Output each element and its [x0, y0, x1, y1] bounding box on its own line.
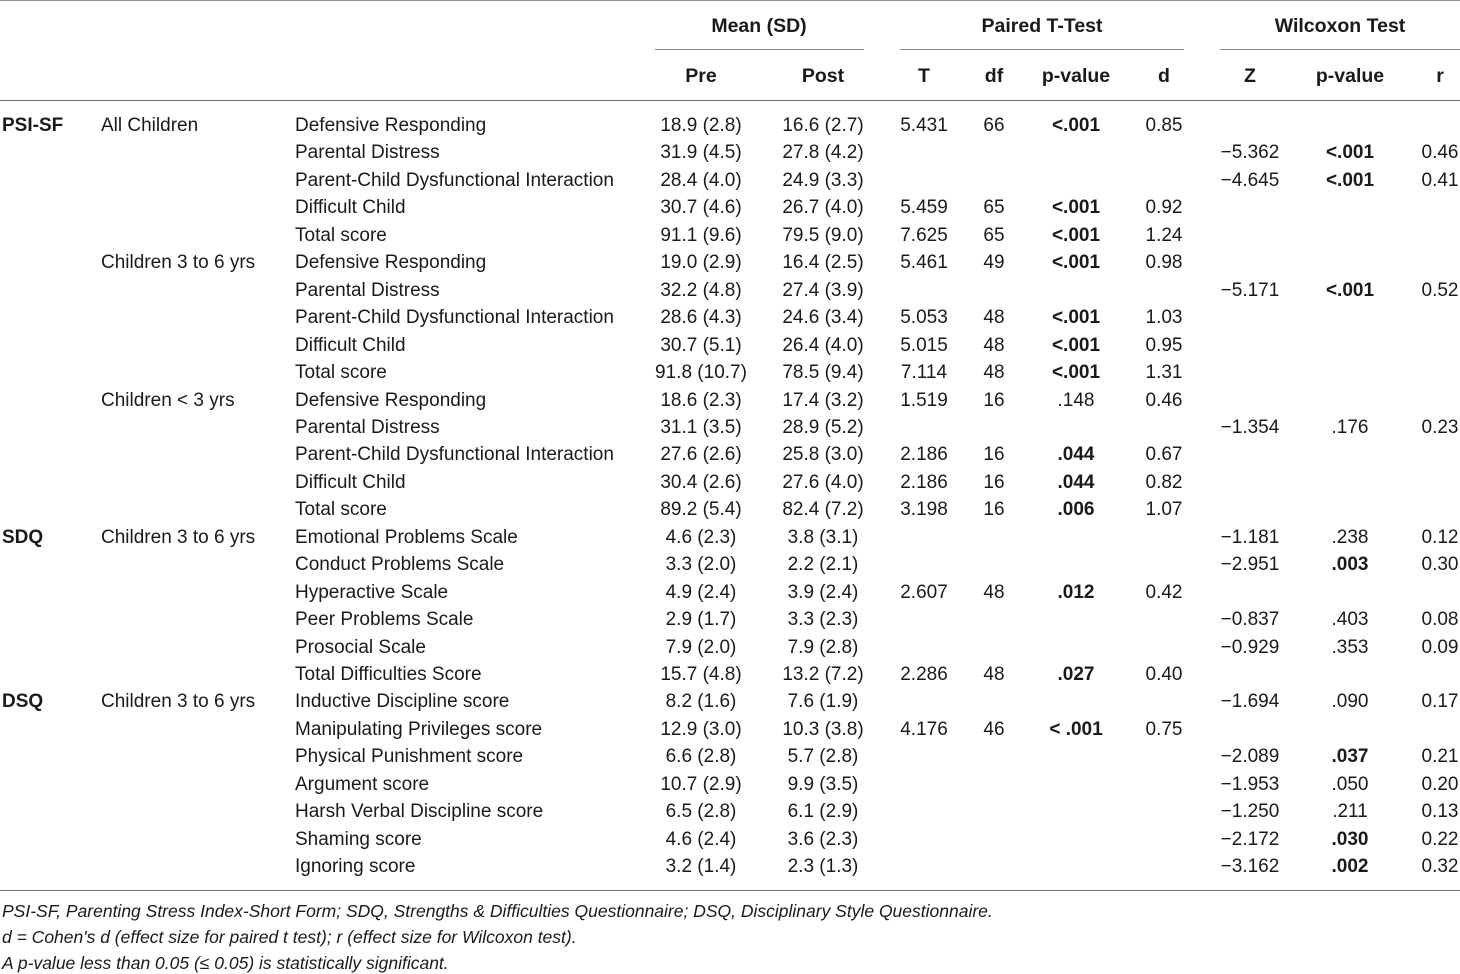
z-cell: −0.929 — [1220, 636, 1280, 658]
post-cell: 3.8 (3.1) — [787, 526, 859, 548]
pre-cell: 12.9 (3.0) — [660, 718, 742, 740]
measure-cell: Parental Distress — [295, 142, 440, 164]
r-cell: 0.12 — [1421, 526, 1459, 548]
t-cell: 2.186 — [900, 444, 948, 466]
footnote-effect-size: d = Cohen's d (effect size for paired t test); r (effect size for Wilcoxon test). — [2, 927, 577, 947]
pre-cell: 3.2 (1.4) — [665, 856, 737, 878]
z-cell: −5.171 — [1220, 279, 1280, 301]
measure-cell: Emotional Problems Scale — [295, 526, 518, 548]
scale-cell: PSI-SF — [2, 115, 64, 136]
p-value-cell: <.001 — [1051, 307, 1101, 329]
pre-cell: 91.1 (9.6) — [660, 224, 742, 246]
df-cell: 16 — [983, 444, 1005, 466]
r-cell: 0.09 — [1421, 636, 1459, 658]
measure-cell: Difficult Child — [295, 334, 406, 356]
pre-cell: 4.9 (2.4) — [665, 581, 737, 603]
pre-cell: 30.7 (5.1) — [660, 334, 742, 356]
measure-cell: Defensive Responding — [295, 115, 487, 136]
header-pre: Pre — [685, 65, 717, 87]
footnote-significance: A p-value less than 0.05 (≤ 0.05) is statistically significant. — [2, 953, 449, 973]
wilcoxon-p-value-cell: <.001 — [1325, 142, 1375, 164]
wilcoxon-p-value-cell: <.001 — [1325, 169, 1375, 191]
d-cell: 0.98 — [1145, 252, 1183, 274]
measure-cell: Parental Distress — [295, 279, 440, 301]
post-cell: 5.7 (2.8) — [787, 746, 859, 768]
r-cell: 0.32 — [1421, 856, 1459, 878]
post-cell: 17.4 (3.2) — [782, 389, 864, 411]
wilcoxon-p-value-cell: .403 — [1331, 609, 1369, 631]
pre-cell: 28.4 (4.0) — [660, 169, 742, 191]
measure-cell: Parent-Child Dysfunctional Interaction — [295, 169, 614, 191]
r-cell: 0.52 — [1421, 279, 1459, 301]
post-cell: 3.3 (2.3) — [787, 609, 859, 631]
pre-cell: 30.4 (2.6) — [660, 471, 742, 493]
header-p-value-wilcoxon: p-value — [1315, 65, 1385, 87]
t-cell: 7.625 — [900, 224, 948, 246]
post-cell: 27.6 (4.0) — [782, 471, 864, 493]
pre-cell: 3.3 (2.0) — [665, 554, 737, 576]
measure-cell: Total score — [295, 224, 387, 246]
d-cell: 0.82 — [1145, 471, 1183, 493]
post-cell: 16.6 (2.7) — [782, 115, 864, 136]
pre-cell: 31.9 (4.5) — [660, 142, 742, 164]
z-cell: −1.354 — [1220, 416, 1280, 438]
post-cell: 27.4 (3.9) — [782, 279, 864, 301]
r-cell: 0.30 — [1421, 554, 1459, 576]
d-cell: 0.67 — [1145, 444, 1183, 466]
wilcoxon-p-value-cell: .090 — [1331, 691, 1369, 713]
d-cell: 1.24 — [1145, 224, 1183, 246]
group-cell: Children 3 to 6 yrs — [101, 252, 256, 274]
post-cell: 25.8 (3.0) — [782, 444, 864, 466]
t-cell: 5.015 — [900, 334, 948, 356]
pre-cell: 7.9 (2.0) — [665, 636, 737, 658]
measure-cell: Total Difficulties Score — [295, 664, 482, 685]
df-cell: 65 — [983, 197, 1005, 219]
df-cell: 49 — [983, 252, 1005, 274]
post-cell: 7.6 (1.9) — [787, 691, 859, 713]
post-cell: 24.6 (3.4) — [782, 307, 864, 329]
wilcoxon-p-value-cell: .050 — [1331, 773, 1369, 795]
pre-cell: 30.7 (4.6) — [660, 197, 742, 219]
df-cell: 16 — [983, 471, 1005, 493]
measure-cell: Hyperactive Scale — [295, 581, 449, 603]
df-cell: 16 — [983, 499, 1005, 521]
df-cell: 48 — [983, 664, 1005, 685]
post-cell: 2.3 (1.3) — [787, 856, 859, 878]
pre-cell: 31.1 (3.5) — [660, 416, 742, 438]
z-cell: −1.953 — [1220, 773, 1280, 795]
pre-cell: 32.2 (4.8) — [660, 279, 742, 301]
df-cell: 66 — [983, 115, 1005, 136]
z-cell: −4.645 — [1220, 169, 1280, 191]
wilcoxon-p-value-cell: .037 — [1331, 746, 1369, 768]
df-cell: 65 — [983, 224, 1005, 246]
r-cell: 0.23 — [1421, 416, 1459, 438]
wilcoxon-p-value-cell: .176 — [1331, 416, 1369, 438]
header-mean-sd: Mean (SD) — [711, 15, 807, 37]
pre-cell: 8.2 (1.6) — [665, 691, 737, 713]
measure-cell: Prosocial Scale — [295, 636, 426, 658]
pre-cell: 15.7 (4.8) — [660, 664, 742, 685]
r-cell: 0.17 — [1421, 691, 1459, 713]
p-value-cell: .006 — [1057, 499, 1095, 521]
measure-cell: Ignoring score — [295, 856, 416, 878]
z-cell: −1.250 — [1220, 801, 1280, 823]
post-cell: 16.4 (2.5) — [782, 252, 864, 274]
t-cell: 7.114 — [900, 362, 948, 384]
r-cell: 0.41 — [1421, 169, 1459, 191]
pre-cell: 91.8 (10.7) — [655, 362, 747, 384]
t-cell: 4.176 — [900, 718, 948, 740]
header-p-value: p-value — [1041, 65, 1111, 87]
measure-cell: Parent-Child Dysfunctional Interaction — [295, 444, 614, 466]
pre-cell: 4.6 (2.4) — [665, 828, 737, 850]
measure-cell: Defensive Responding — [295, 389, 487, 411]
scale-cell: SDQ — [2, 526, 44, 548]
df-cell: 48 — [983, 362, 1005, 384]
pre-cell: 18.9 (2.8) — [660, 115, 742, 136]
header-r: r — [1436, 65, 1444, 87]
header-df: df — [984, 65, 1004, 87]
measure-cell: Inductive Discipline score — [295, 691, 510, 713]
z-cell: −2.951 — [1220, 554, 1280, 576]
p-value-cell: <.001 — [1051, 252, 1101, 274]
d-cell: 0.95 — [1145, 334, 1183, 356]
wilcoxon-p-value-cell: .238 — [1331, 526, 1369, 548]
t-cell: 1.519 — [900, 389, 948, 411]
post-cell: 3.6 (2.3) — [787, 828, 859, 850]
z-cell: −2.172 — [1220, 828, 1280, 850]
t-cell: 5.461 — [900, 252, 948, 274]
post-cell: 28.9 (5.2) — [782, 416, 864, 438]
p-value-cell: <.001 — [1051, 224, 1101, 246]
d-cell: 0.85 — [1145, 115, 1183, 136]
post-cell: 10.3 (3.8) — [782, 718, 864, 740]
r-cell: 0.22 — [1421, 828, 1459, 850]
measure-cell: Peer Problems Scale — [295, 609, 474, 631]
post-cell: 2.2 (2.1) — [787, 554, 859, 576]
wilcoxon-p-value-cell: .030 — [1331, 828, 1369, 850]
z-cell: −3.162 — [1220, 856, 1280, 878]
r-cell: 0.20 — [1421, 773, 1459, 795]
post-cell: 9.9 (3.5) — [787, 773, 859, 795]
d-cell: 0.40 — [1145, 664, 1183, 685]
z-cell: −5.362 — [1220, 142, 1280, 164]
pre-cell: 18.6 (2.3) — [660, 389, 742, 411]
measure-cell: Manipulating Privileges score — [295, 718, 543, 740]
measure-cell: Harsh Verbal Discipline score — [295, 801, 544, 823]
header-paired-ttest: Paired T-Test — [981, 15, 1103, 37]
group-cell: Children < 3 yrs — [101, 389, 235, 411]
df-cell: 46 — [983, 718, 1005, 740]
scale-cell: DSQ — [2, 691, 44, 713]
p-value-cell: .148 — [1057, 389, 1095, 411]
measure-cell: Conduct Problems Scale — [295, 554, 505, 576]
df-cell: 16 — [983, 389, 1005, 411]
p-value-cell: < .001 — [1049, 718, 1103, 740]
r-cell: 0.08 — [1421, 609, 1459, 631]
r-cell: 0.13 — [1421, 801, 1459, 823]
pre-cell: 6.5 (2.8) — [665, 801, 737, 823]
post-cell: 7.9 (2.8) — [787, 636, 859, 658]
pre-cell: 19.0 (2.9) — [660, 252, 742, 274]
z-cell: −0.837 — [1220, 609, 1280, 631]
p-value-cell: .044 — [1057, 471, 1095, 493]
header-d: d — [1158, 65, 1170, 87]
wilcoxon-p-value-cell: .003 — [1331, 554, 1369, 576]
t-cell: 2.286 — [900, 664, 948, 685]
measure-cell: Parental Distress — [295, 416, 440, 438]
wilcoxon-p-value-cell: .002 — [1331, 856, 1369, 878]
measure-cell: Parent-Child Dysfunctional Interaction — [295, 307, 614, 329]
df-cell: 48 — [983, 307, 1005, 329]
pre-cell: 10.7 (2.9) — [660, 773, 742, 795]
measure-cell: Difficult Child — [295, 471, 406, 493]
wilcoxon-p-value-cell: .211 — [1332, 801, 1368, 823]
p-value-cell: <.001 — [1051, 362, 1101, 384]
header-wilcoxon: Wilcoxon Test — [1274, 15, 1406, 37]
pre-cell: 27.6 (2.6) — [660, 444, 742, 466]
measure-cell: Physical Punishment score — [295, 746, 524, 768]
d-cell: 1.03 — [1145, 307, 1183, 329]
post-cell: 6.1 (2.9) — [787, 801, 859, 823]
z-cell: −2.089 — [1220, 746, 1280, 768]
pre-cell: 89.2 (5.4) — [660, 499, 742, 521]
measure-cell: Argument score — [295, 773, 430, 795]
footnote-abbreviations: PSI-SF, Parenting Stress Index-Short Form; SDQ, Strengths & Difficulties Questionnaire; DSQ, Disciplinary Style Questionnaire. — [2, 901, 993, 921]
r-cell: 0.21 — [1421, 746, 1459, 768]
d-cell: 0.75 — [1145, 718, 1183, 740]
r-cell: 0.46 — [1421, 142, 1459, 164]
df-cell: 48 — [983, 581, 1005, 603]
p-value-cell: <.001 — [1051, 115, 1101, 136]
header-post: Post — [801, 65, 845, 87]
d-cell: 1.07 — [1145, 499, 1183, 521]
measure-cell: Shaming score — [295, 828, 422, 850]
post-cell: 26.4 (4.0) — [782, 334, 864, 356]
t-cell: 2.607 — [900, 581, 948, 603]
p-value-cell: <.001 — [1051, 197, 1101, 219]
measure-cell: Total score — [295, 362, 387, 384]
p-value-cell: <.001 — [1051, 334, 1101, 356]
header-t: T — [918, 65, 930, 87]
measure-cell: Defensive Responding — [295, 252, 487, 274]
post-cell: 79.5 (9.0) — [782, 224, 864, 246]
pre-cell: 4.6 (2.3) — [665, 526, 737, 548]
d-cell: 0.42 — [1145, 581, 1183, 603]
header-z: Z — [1244, 65, 1256, 87]
post-cell: 82.4 (7.2) — [782, 499, 864, 521]
t-cell: 5.431 — [900, 115, 948, 136]
measure-cell: Difficult Child — [295, 197, 406, 219]
z-cell: −1.694 — [1220, 691, 1280, 713]
group-cell: Children 3 to 6 yrs — [101, 691, 256, 713]
z-cell: −1.181 — [1220, 526, 1280, 548]
wilcoxon-p-value-cell: <.001 — [1325, 279, 1375, 301]
wilcoxon-p-value-cell: .353 — [1331, 636, 1369, 658]
group-cell: All Children — [101, 115, 199, 136]
pre-cell: 2.9 (1.7) — [665, 609, 737, 631]
t-cell: 5.459 — [900, 197, 948, 219]
table-bottom-rule — [0, 890, 1460, 891]
group-cell: Children 3 to 6 yrs — [101, 526, 256, 548]
post-cell: 3.9 (2.4) — [787, 581, 859, 603]
d-cell: 0.92 — [1145, 197, 1183, 219]
pre-cell: 6.6 (2.8) — [665, 746, 737, 768]
pre-cell: 28.6 (4.3) — [660, 307, 742, 329]
post-cell: 26.7 (4.0) — [782, 197, 864, 219]
d-cell: 0.46 — [1145, 389, 1183, 411]
t-cell: 5.053 — [900, 307, 948, 329]
p-value-cell: .027 — [1057, 664, 1095, 685]
measure-cell: Total score — [295, 499, 387, 521]
post-cell: 78.5 (9.4) — [782, 362, 864, 384]
t-cell: 3.198 — [900, 499, 948, 521]
d-cell: 1.31 — [1145, 362, 1183, 384]
post-cell: 24.9 (3.3) — [782, 169, 864, 191]
t-cell: 2.186 — [900, 471, 948, 493]
p-value-cell: .012 — [1057, 581, 1095, 603]
p-value-cell: .044 — [1057, 444, 1095, 466]
post-cell: 13.2 (7.2) — [782, 664, 864, 685]
df-cell: 48 — [983, 334, 1005, 356]
post-cell: 27.8 (4.2) — [782, 142, 864, 164]
